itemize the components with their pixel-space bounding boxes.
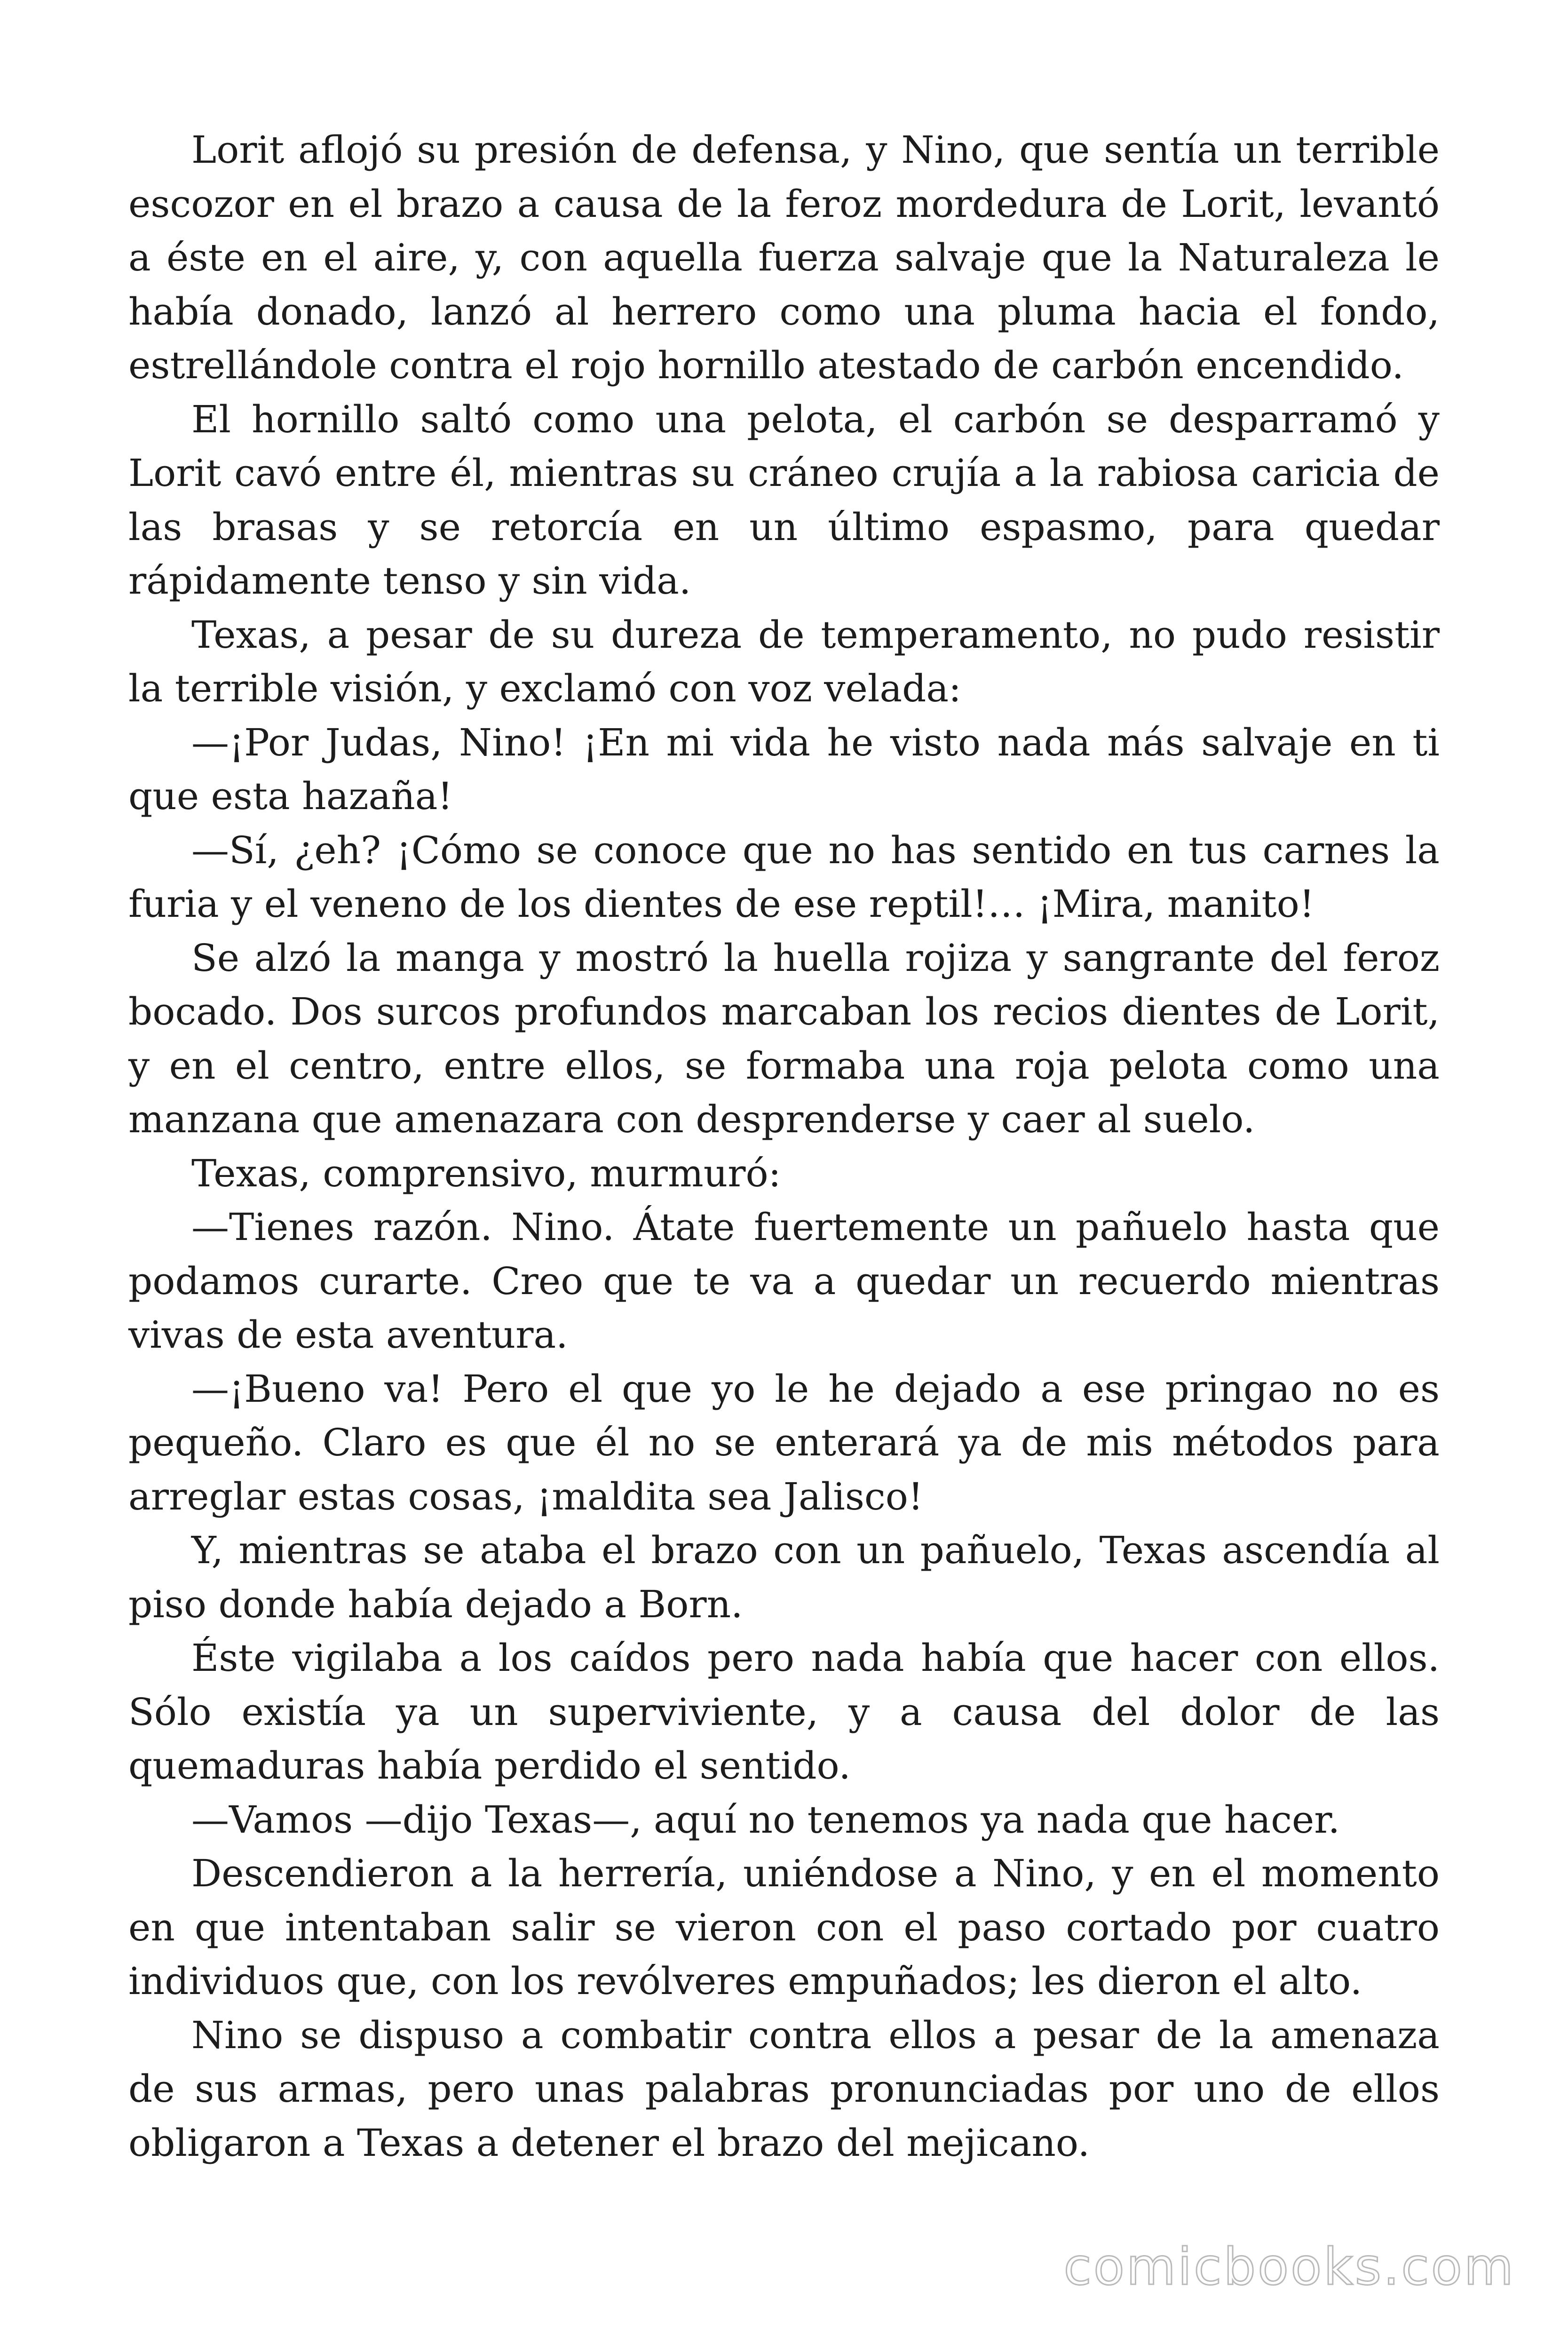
paragraph: Lorit aflojó su presión de defensa, y Nino, que sentía un terrible escozor en el brazo a causa de la feroz mordedura de Lorit, levantó a éste en el aire, y, con aquella fuerza salvaje que la Naturaleza le había donado, lanzó al herrero como una pluma hacia el fondo, estrellándole contra el rojo hornillo atestado de carbón encendido. xyxy=(128,128,1440,387)
paragraph: Se alzó la manga y mostró la huella rojiza y sangrante del feroz bocado. Dos surcos profundos marcaban los recios dientes de Lorit, y en el centro, entre ellos, se formaba una roja pelota como una manzana que amenazara con desprenderse y caer al suelo. xyxy=(128,936,1440,1141)
body-text xyxy=(128,123,1440,2170)
paragraph: Éste vigilaba a los caídos pero nada había que hacer con ellos. Sólo existía ya un superviviente, y a causa del dolor de las quemaduras había perdido el sentido. xyxy=(128,1636,1440,1788)
paragraph: Nino se dispuso a combatir contra ellos a pesar de la amenaza de sus armas, pero unas palabras pronunciadas por uno de ellos obligaron a Texas a detener el brazo del mejicano. xyxy=(128,2013,1440,2165)
paragraph: Texas, a pesar de su dureza de temperamento, no pudo resistir la terrible visión, y exclamó con voz velada: xyxy=(128,612,1440,710)
site-watermark: comicbooks.com xyxy=(1063,2238,1515,2296)
paragraph: —¡Bueno va! Pero el que yo le he dejado a ese pringao no es pequeño. Claro es que él no se enterará ya de mis métodos para arreglar estas cosas, ¡maldita sea Jalisco! xyxy=(128,1367,1440,1518)
paragraph: Descendieron a la herrería, uniéndose a Nino, y en el momento en que intentaban salir se vieron con el paso cortado por cuatro individuos que, con los revólveres empuñados; les dieron el alto. xyxy=(128,1851,1440,2003)
paragraph: —Sí, ¿eh? ¡Cómo se conoce que no has sentido en tus carnes la furia y el veneno de los dientes de ese reptil!… ¡Mira, manito! xyxy=(128,828,1440,926)
paragraph: —Tienes razón. Nino. Átate fuertemente un pañuelo hasta que podamos curarte. Creo que te va a quedar un recuerdo mientras vivas de esta aventura. xyxy=(128,1205,1440,1357)
paragraph: —Vamos —dijo Texas—, aquí no tenemos ya nada que hacer. xyxy=(191,1797,1340,1842)
paragraph: Texas, comprensivo, murmuró: xyxy=(191,1151,781,1195)
paragraph: —¡Por Judas, Nino! ¡En mi vida he visto nada más salvaje en ti que esta hazaña! xyxy=(128,720,1440,818)
paragraph: Y, mientras se ataba el brazo con un pañuelo, Texas ascendía al piso donde había dejado a Born. xyxy=(128,1528,1440,1626)
paragraph: El hornillo saltó como una pelota, el carbón se desparramó y Lorit cavó entre él, mientras su cráneo crujía a la rabiosa caricia de las brasas y se retorcía en un último espasmo, para quedar rápidamente tenso y sin vida. xyxy=(128,397,1440,603)
